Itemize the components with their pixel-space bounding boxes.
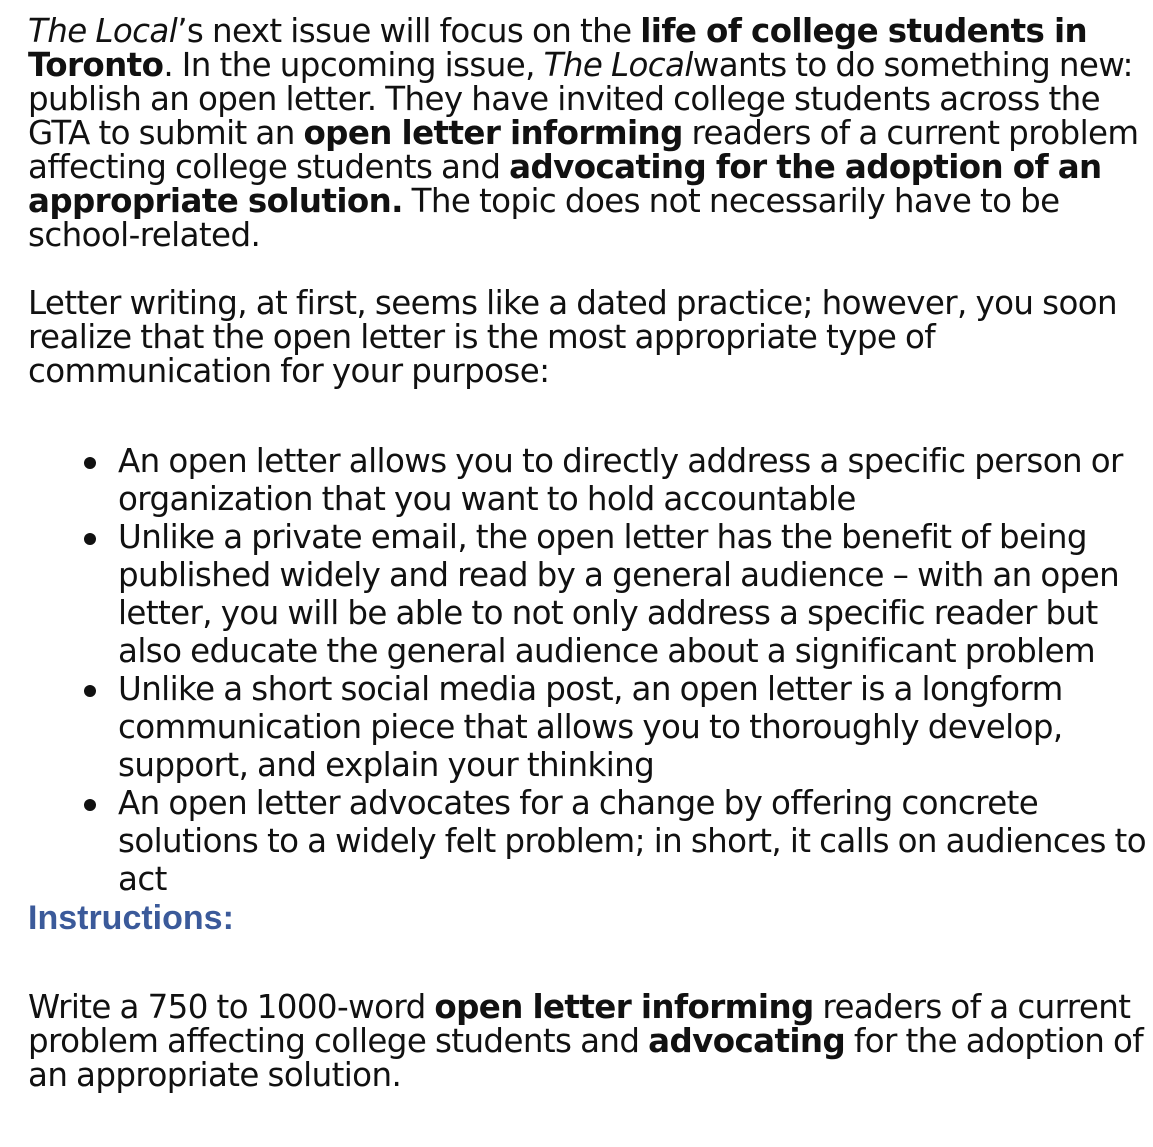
issue-focus: life of college students in Toronto — [28, 12, 1088, 84]
reasons-list — [28, 442, 1153, 898]
letter-writing-paragraph: Letter writing, at first, seems like a dated practice; however, you soon realize that the open letter is the most appropriate type of communication for your purpose: — [28, 284, 1118, 390]
list-item: An open letter allows you to directly address a specific person or organization that you want to hold accountable — [118, 442, 1153, 518]
advocating-emphasis: advocating — [648, 1022, 846, 1060]
instructions-heading: Instructions: — [28, 899, 234, 937]
open-letter-informing-emphasis: open letter informing — [303, 114, 683, 152]
instructions-paragraph: Write a 750 to 1000-word open letter informing readers of a current problem affecting college students and advocating for the adoption of an appropriate solution. — [28, 988, 1144, 1094]
publication-name: The Local — [28, 12, 178, 50]
intro-paragraph: The Local’s next issue will focus on the life of college students in Toronto. In the upcoming issue, The Localwants to do something new: publish an open letter. They have invited college students across the GTA to submit an open letter informing readers of a current problem affecting college students and advocating for the adoption of an appropriate solution. The topic does not necessarily have to be school-related. — [28, 12, 1139, 254]
publication-name-2: The Local — [543, 46, 693, 84]
list-item: Unlike a private email, the open letter has the benefit of being published widely and read by a general audience – with an open letter, you will be able to not only address a specific reader but also educate the general audience about a significant problem — [118, 518, 1153, 670]
open-letter-informing-emphasis: open letter informing — [434, 988, 814, 1026]
list-item: Unlike a short social media post, an open letter is a longform communication piece that allows you to thoroughly develop, support, and explain your thinking — [118, 670, 1153, 784]
advocating-emphasis: advocating for the adoption of an appropriate solution. — [28, 148, 1102, 220]
list-item: An open letter advocates for a change by offering concrete solutions to a widely felt problem; in short, it calls on audiences to act — [118, 784, 1153, 898]
